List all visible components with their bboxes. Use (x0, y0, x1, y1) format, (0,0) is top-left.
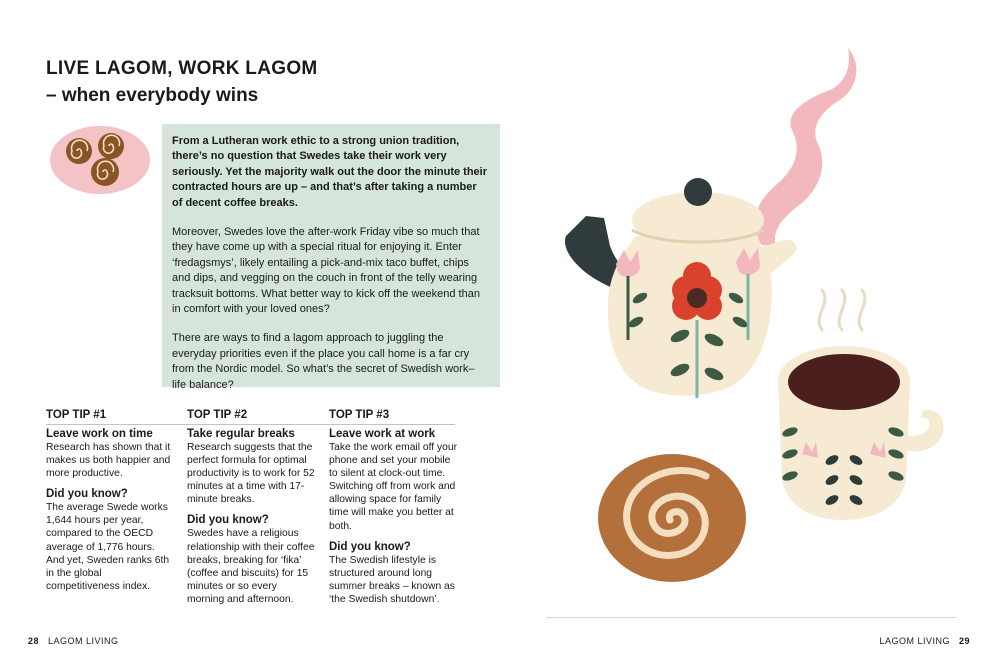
intro-text-box (162, 124, 500, 391)
right-footer (879, 636, 970, 646)
page-title: LIVE LAGOM, WORK LAGOM (46, 58, 318, 79)
bun-1 (66, 138, 92, 164)
top-tip-3 (329, 406, 457, 613)
cinnamon-bun (598, 454, 746, 582)
left-footer (28, 636, 119, 646)
intro-paragraph-2: Moreover, Swedes love the after-work Friday vibe so much that they have come up with a special ritual for enjoying it. Enter ‘fredagsmys’, likely entailing a pick-and-mix taco buffet, chips and dips, and vegging on the couch in front of the telly wearing tracksuit bottoms. What better way to kick off the weekend than in comfort with your loved ones? (172, 226, 480, 316)
page-number: 29 (958, 636, 970, 646)
bun-2 (98, 133, 124, 159)
running-title: LAGOM LIVING (48, 636, 119, 646)
tip-text: Take the work email off your phone and set your mobile to silent at clock-out time. Switching off from work and allowing space for family time will make you better at both. (329, 442, 458, 532)
cup-steam (819, 290, 865, 330)
tip-heading: Leave work at work (329, 428, 436, 440)
right-page (500, 0, 1000, 664)
tip-text: Research suggests that the perfect formula for optimal productivity is to work for 52 minutes at a time with 17-minute breaks. (187, 442, 315, 506)
tip-label: TOP TIP #3 (329, 409, 390, 421)
tip-label: TOP TIP #2 (187, 409, 248, 421)
running-title: LAGOM LIVING (879, 636, 950, 646)
intro-lead-paragraph: From a Lutheran work ethic to a strong union tradition, there’s no question that Swedes take their work very seriously. Yet the majority walk out the door the minute their contracted hours are up – and that’s after taking a number of decent coffee breaks. (172, 135, 487, 209)
cinnamon-buns-plate-illustration (48, 124, 152, 196)
coffee-cup (778, 346, 944, 520)
did-you-know-text: The Swedish lifestyle is structured around long summer breaks – known as ‘the Swedish shutdown’. (329, 554, 455, 605)
tip-text: Research has shown that it makes us both happier and more productive. (46, 442, 171, 480)
did-you-know-heading: Did you know? (187, 514, 269, 527)
top-tip-2 (187, 406, 315, 613)
intro-paragraph-3: There are ways to find a lagom approach to juggling the everyday priorities even if the place you call home is a far cry from the Nordic model. So what’s the secret of Swedish work–life balance? (172, 332, 475, 391)
page-number: 28 (28, 636, 40, 646)
did-you-know-heading: Did you know? (329, 540, 411, 553)
did-you-know-text: Swedes have a religious relationship with their coffee breaks, breaking for ‘fika’ (coffee and biscuits) for 15 minutes or so every morning and afternoon. (187, 528, 315, 605)
top-tip-1 (46, 406, 174, 600)
tip-heading: Take regular breaks (187, 428, 295, 440)
did-you-know-text: The average Swede works 1,644 hours per year, compared to the OECD average of 1,776 hours. And yet, Sweden ranks 6th in the global competitiveness index. (46, 502, 170, 592)
did-you-know-heading: Did you know? (46, 488, 128, 501)
bun-3 (91, 158, 119, 186)
pot-steam (754, 48, 856, 246)
page-subtitle: – when everybody wins (46, 85, 259, 106)
tip-heading: Leave work on time (46, 428, 153, 440)
tip-label: TOP TIP #1 (46, 409, 107, 421)
right-footer-rule (546, 617, 956, 618)
coffee-pot-cup-bun-illustration (540, 40, 960, 600)
